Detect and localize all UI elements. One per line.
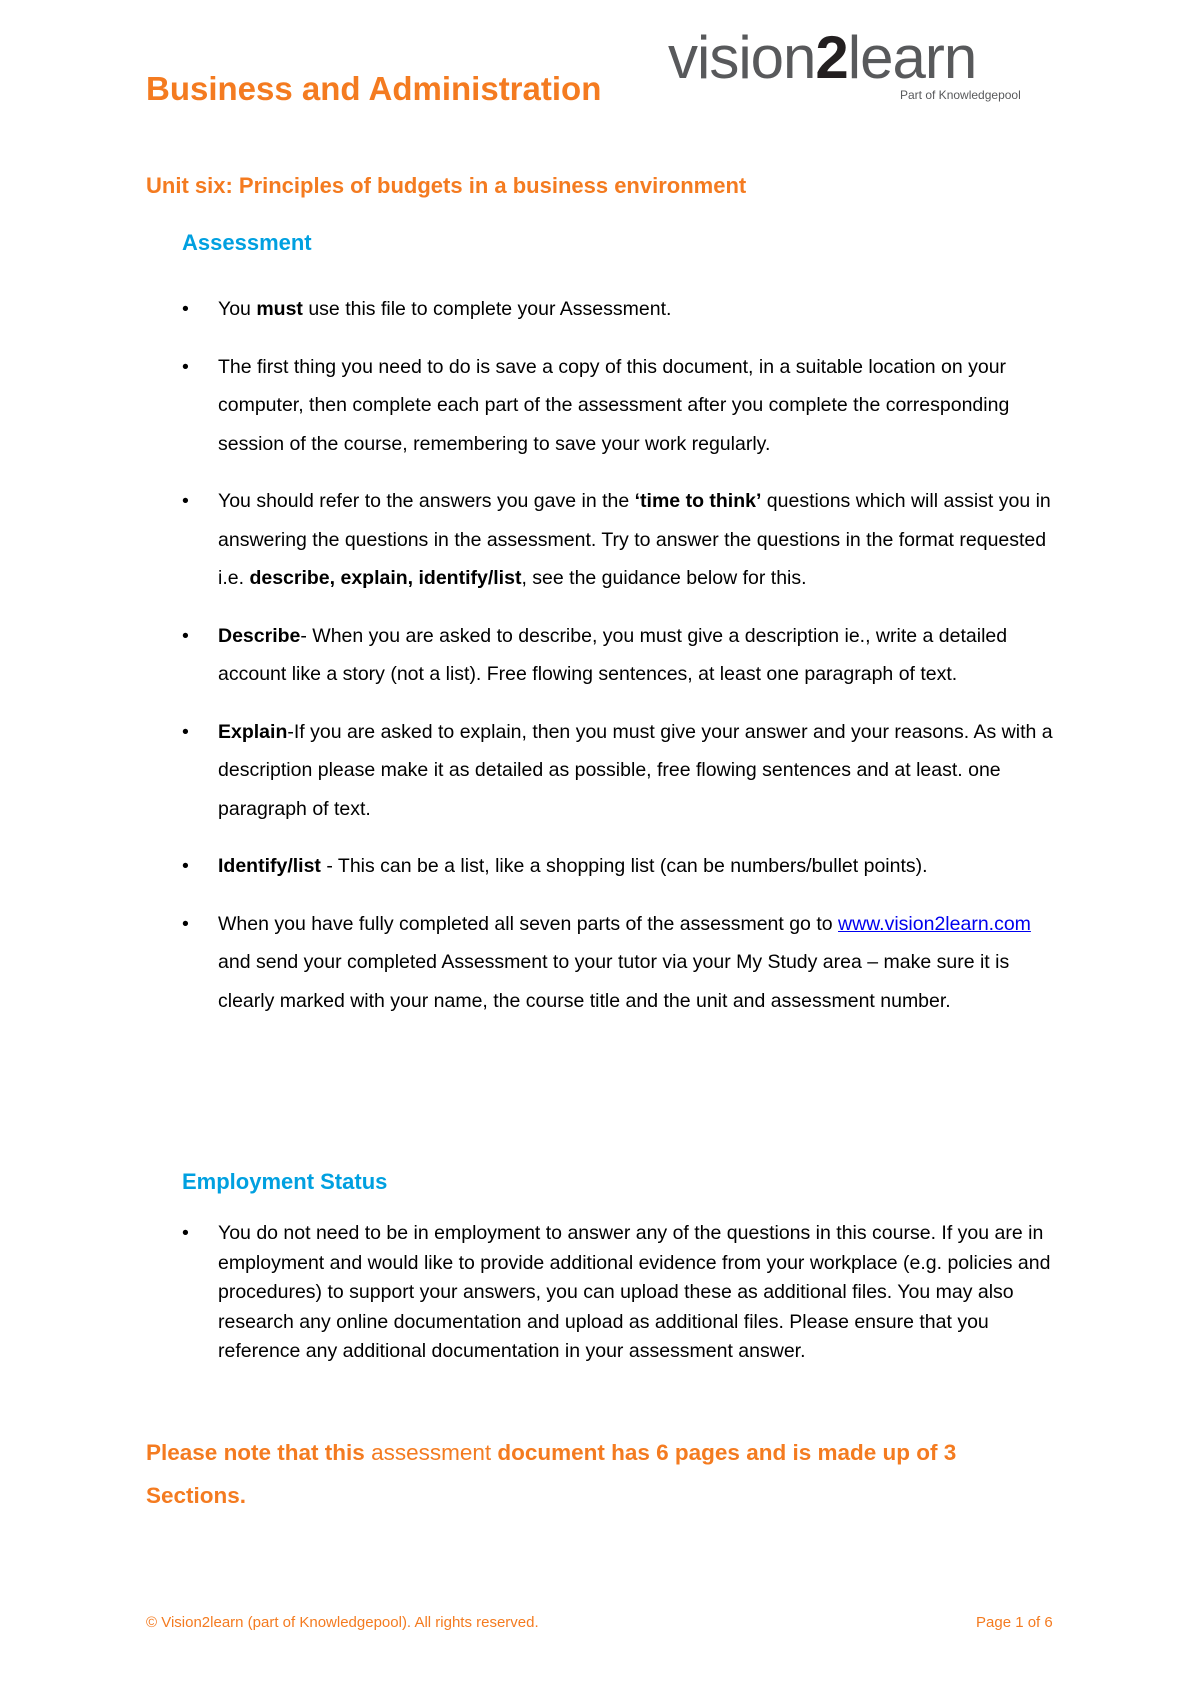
bullet-icon: •	[182, 490, 189, 512]
vision2learn-logo	[668, 20, 1038, 110]
logo-wordmark	[668, 20, 976, 96]
bullet-icon: •	[182, 1222, 189, 1244]
bullet-icon: •	[182, 720, 189, 743]
assessment-note: Please note that this assessment document has 6 pages and is made up of 3 Sections.	[146, 1440, 957, 1508]
bullet-icon: •	[182, 298, 189, 320]
unit-heading: Unit six: Principles of budgets in a business environment	[146, 173, 747, 198]
list-item: • The first thing you need to do is save a copy of this document, in a suitable location on your computer, then complete each part of the assessment after you complete the corresponding session of the course, remembering to save your work regularly.	[182, 348, 1062, 464]
list-item: • Describe- When you are asked to describe, you must give a description ie., write a detailed account like a story (not a list). Free flowing sentences, at least one paragraph of text.	[182, 617, 1062, 694]
list-item: • Explain-If you are asked to explain, then you must give your answer and your reasons. As with a description please make it as detailed as possible, free flowing sentences and at least. one paragraph of text.	[182, 713, 1062, 829]
list-item: • Identify/list - This can be a list, like a shopping list (can be numbers/bullet points).	[182, 847, 1062, 886]
footer-copyright: © Vision2learn (part of Knowledgepool). All rights reserved.	[146, 1614, 539, 1631]
employment-bullet-list	[182, 1219, 1062, 1367]
list-item: • When you have fully completed all seven parts of the assessment go to www.vision2learn.com and send your completed Assessment to your tutor via your My Study area – make sure it is clearly marked with your name, the course title and the unit and assessment number.	[182, 905, 1062, 1021]
logo-tagline: Part of Knowledgepool	[900, 88, 1021, 102]
logo-part-learn: learn	[847, 24, 977, 91]
document-title: Business and Administration	[146, 70, 602, 107]
footer-page-number: Page 1 of 6	[976, 1614, 1053, 1631]
bullet-icon: •	[182, 624, 189, 647]
assessment-bullet-list	[182, 290, 1062, 1039]
logo-part-2: 2	[815, 24, 848, 91]
employment-status-heading: Employment Status	[182, 1169, 388, 1194]
list-item: • You must use this file to complete your Assessment.	[182, 290, 1062, 329]
assessment-heading: Assessment	[182, 230, 312, 255]
bullet-icon: •	[182, 912, 189, 935]
logo-part-vision: vision	[668, 24, 816, 91]
list-item: • You do not need to be in employment to answer any of the questions in this course. If you are in employment and would like to provide additional evidence from your workplace (e.g. policies and procedures) to support your answers, you can upload these as additional files. You may also research any online documentation and upload as additional files. Please ensure that you reference any additional documentation in your assessment answer.	[182, 1219, 1062, 1367]
vision2learn-link[interactable]: www.vision2learn.com	[838, 912, 1031, 935]
bullet-icon: •	[182, 355, 189, 378]
bullet-icon: •	[182, 855, 189, 877]
list-item: • You should refer to the answers you gave in the ‘time to think’ questions which will assist you in answering the questions in the assessment. Try to answer the questions in the format requested i.e. describe, explain, identify/list, see the guidance below for this.	[182, 482, 1062, 598]
